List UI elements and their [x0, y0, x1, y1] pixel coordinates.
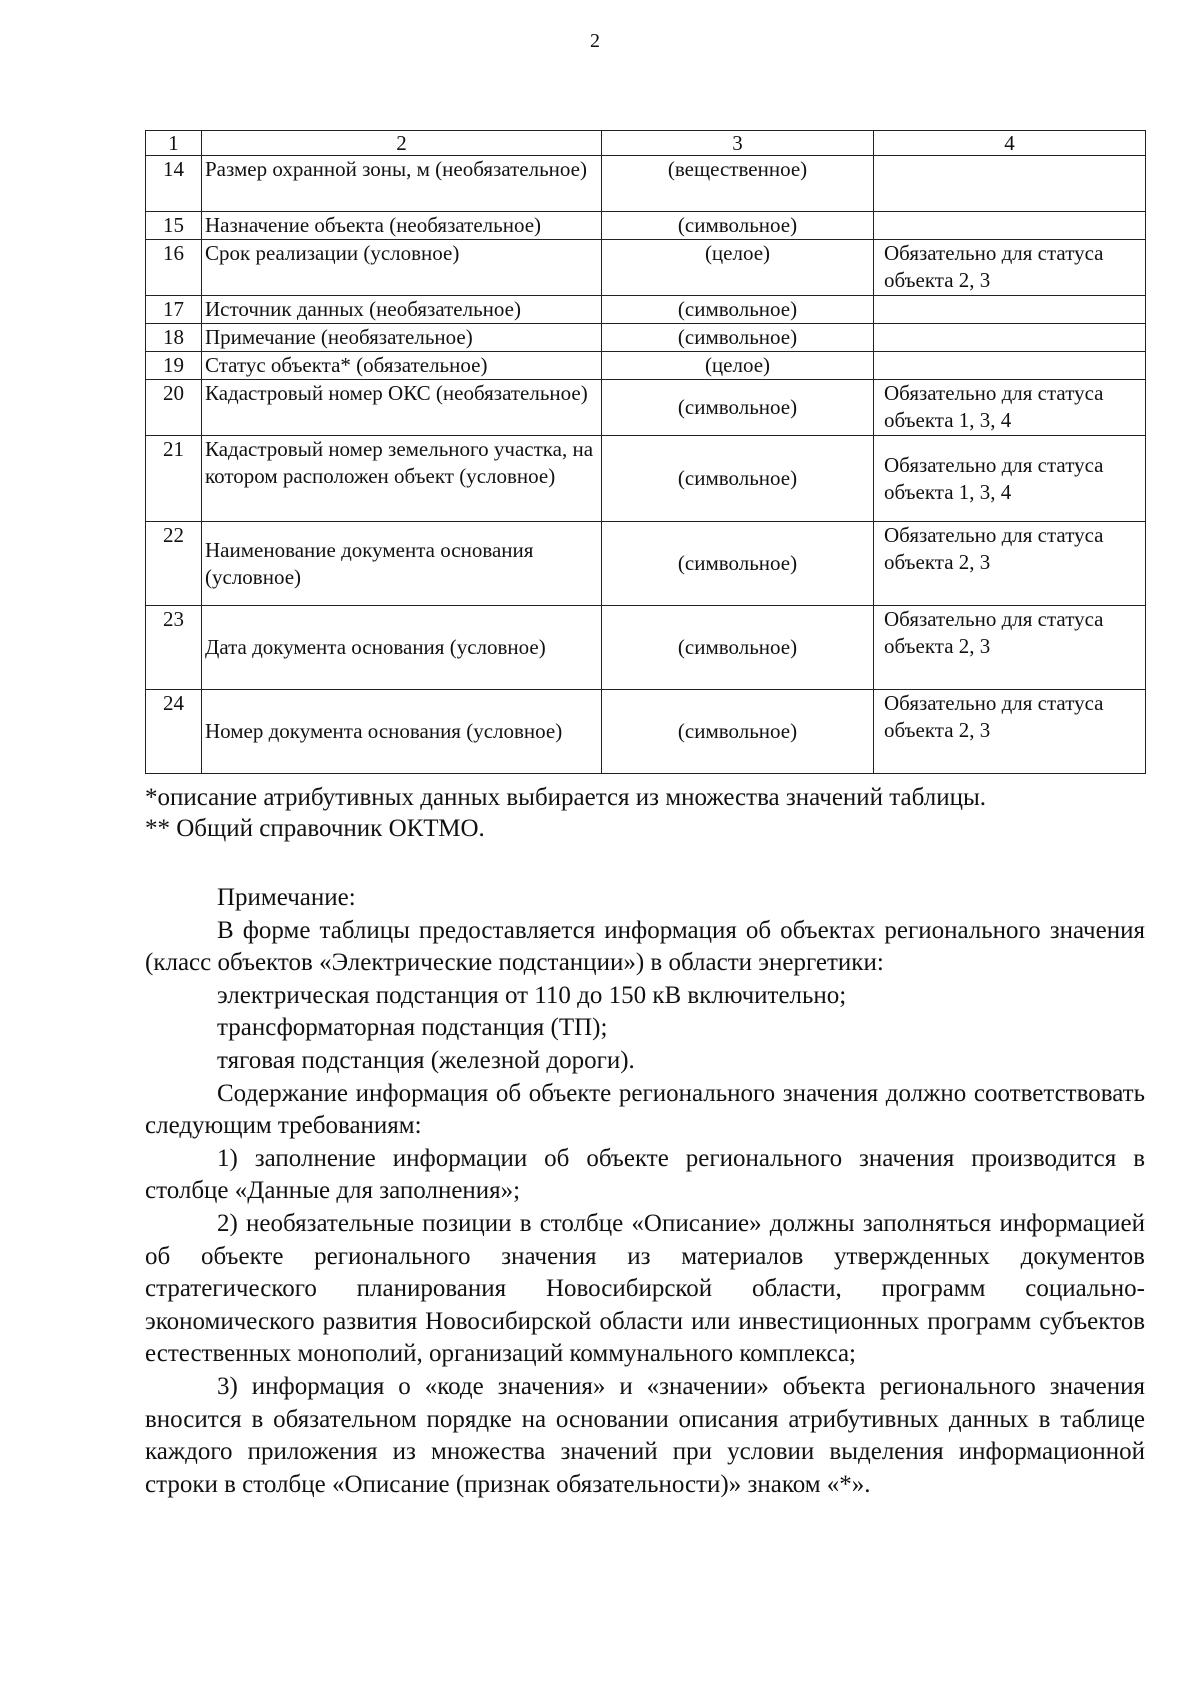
attributes-table: [145, 130, 1146, 774]
attribute-note: Обязательно для статуса объекта 2, 3: [874, 690, 1146, 774]
attribute-note: Обязательно для статуса объекта 2, 3: [874, 606, 1146, 690]
attribute-name: Статус объекта* (обязательное): [202, 352, 602, 380]
attribute-note: Обязательно для статуса объекта 1, 3, 4: [874, 436, 1146, 522]
notes-section: [145, 882, 1145, 1501]
attribute-type: (символьное): [602, 690, 874, 774]
notes-heading: Примечание:: [217, 884, 356, 911]
table-row: [146, 690, 1146, 774]
attribute-note: Обязательно для статуса объекта 1, 3, 4: [874, 380, 1146, 436]
table-row: [146, 324, 1146, 352]
footnotes: [145, 782, 1145, 844]
table-row: [146, 156, 1146, 212]
requirement-item: 3) информация о «коде значения» и «значении» объекта регионального значения вносится в обязательном порядке на основании описания атрибутивных данных в таблице каждого приложения из множества значений при условии выделения информационной строки в столбце «Описание (признак обязательности)» знаком «*».: [145, 1372, 1145, 1498]
attribute-note: [874, 324, 1146, 352]
attribute-name: Наименование документа основания (условное): [202, 522, 602, 606]
row-number: 16: [146, 240, 202, 296]
header-cell: 2: [202, 131, 602, 156]
attribute-type: (символьное): [602, 606, 874, 690]
table-row: [146, 296, 1146, 324]
attribute-type: (символьное): [602, 324, 874, 352]
attribute-name: Размер охранной зоны, м (необязательное): [202, 156, 602, 212]
attribute-note: Обязательно для статуса объекта 2, 3: [874, 240, 1146, 296]
attribute-name: Кадастровый номер земельного участка, на котором расположен объект (условное): [202, 436, 602, 522]
table-row: [146, 240, 1146, 296]
table-row: [146, 436, 1146, 522]
table-row: [146, 352, 1146, 380]
attribute-type: (символьное): [602, 212, 874, 240]
notes-list-item: тяговая подстанция (железной дороги).: [217, 1046, 635, 1074]
attribute-note: [874, 296, 1146, 324]
attribute-note: [874, 212, 1146, 240]
attribute-type: (вещественное): [602, 156, 874, 212]
row-number: 14: [146, 156, 202, 212]
table-header-row: [146, 131, 1146, 156]
notes-list-item: электрическая подстанция от 110 до 150 кВ включительно;: [217, 981, 847, 1009]
table-row: [146, 212, 1146, 240]
row-number: 20: [146, 380, 202, 436]
table-row: [146, 606, 1146, 690]
attribute-note: Обязательно для статуса объекта 2, 3: [874, 522, 1146, 606]
attribute-name: Назначение объекта (необязательное): [202, 212, 602, 240]
row-number: 19: [146, 352, 202, 380]
attribute-type: (символьное): [602, 296, 874, 324]
attribute-name: Кадастровый номер ОКС (необязательное): [202, 380, 602, 436]
attribute-note: [874, 352, 1146, 380]
attribute-name: Срок реализации (условное): [202, 240, 602, 296]
requirement-item: 2) необязательные позиции в столбце «Описание» должны заполняться информацией об объекте регионального значения из материалов утвержденных документов стратегического планирования Новосибирской области, программ социально-экономического развития Новосибирской области или инвестиционных программ субъектов естественных монополий, организаций коммунального комплекса;: [145, 1209, 1145, 1368]
requirement-item: 1) заполнение информации об объекте регионального значения производится в столбце «Данные для заполнения»;: [145, 1144, 1145, 1205]
header-cell: 3: [602, 131, 874, 156]
attribute-type: (символьное): [602, 522, 874, 606]
row-number: 15: [146, 212, 202, 240]
header-cell: 4: [874, 131, 1146, 156]
attribute-name: Номер документа основания (условное): [202, 690, 602, 774]
row-number: 23: [146, 606, 202, 690]
attribute-type: (целое): [602, 240, 874, 296]
attribute-type: (целое): [602, 352, 874, 380]
attribute-name: Примечание (необязательное): [202, 324, 602, 352]
attribute-type: (символьное): [602, 380, 874, 436]
row-number: 24: [146, 690, 202, 774]
footnote: *описание атрибутивных данных выбирается из множества значений таблицы.: [145, 784, 987, 811]
row-number: 21: [146, 436, 202, 522]
table-row: [146, 380, 1146, 436]
attribute-note: [874, 156, 1146, 212]
attribute-name: Дата документа основания (условное): [202, 606, 602, 690]
attribute-name: Источник данных (необязательное): [202, 296, 602, 324]
attribute-type: (символьное): [602, 436, 874, 522]
notes-list-item: трансформаторная подстанция (ТП);: [217, 1014, 608, 1042]
requirements-intro: Содержание информация об объекте регионального значения должно соответствовать следующим требованиям:: [145, 1079, 1145, 1140]
footnote: ** Общий справочник ОКТМО.: [145, 815, 485, 842]
row-number: 17: [146, 296, 202, 324]
notes-intro: В форме таблицы предоставляется информация об объектах регионального значения (класс объектов «Электрические подстанции») в области энергетики:: [145, 916, 1145, 977]
header-cell: 1: [146, 131, 202, 156]
page-number: 2: [590, 30, 600, 52]
table-row: [146, 522, 1146, 606]
row-number: 18: [146, 324, 202, 352]
row-number: 22: [146, 522, 202, 606]
